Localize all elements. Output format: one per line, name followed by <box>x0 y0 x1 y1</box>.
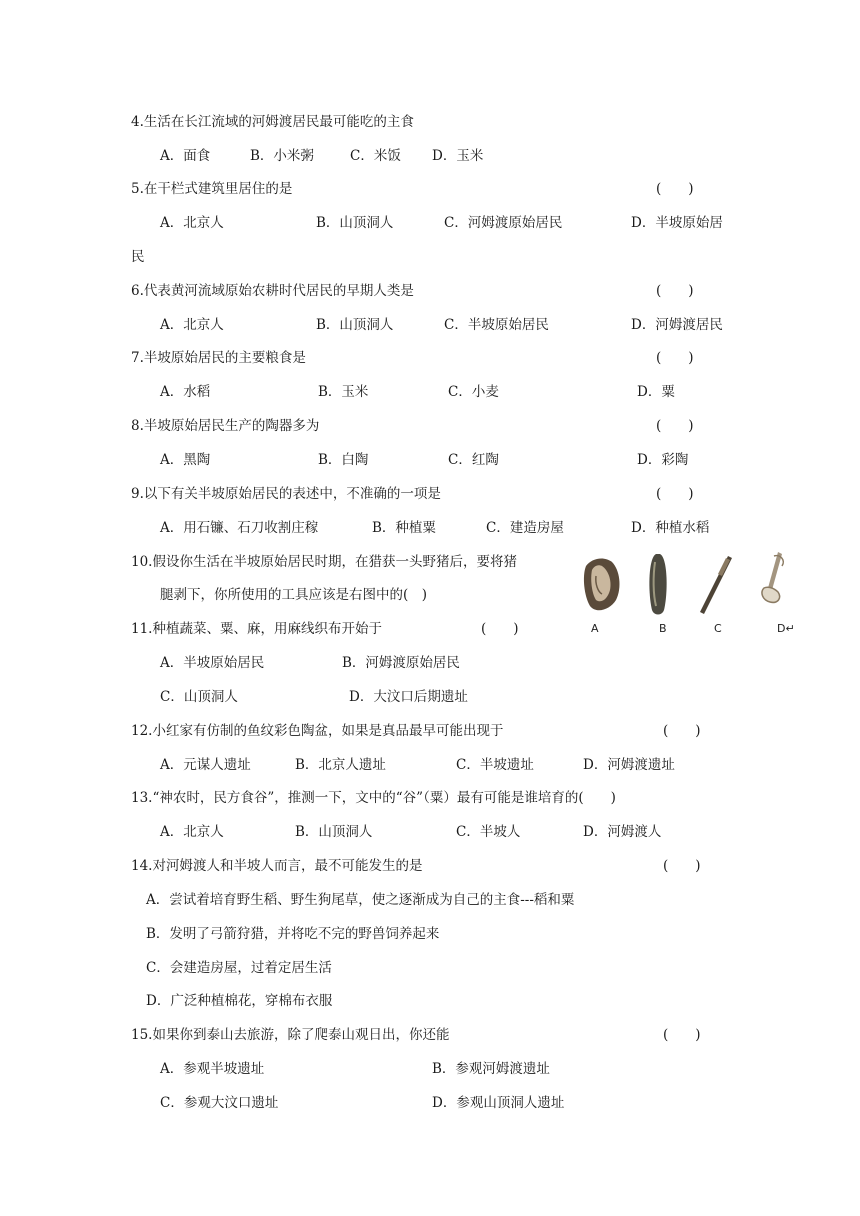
tool-c-label: C <box>714 622 722 635</box>
question-7-stem: 7.半坡原始居民的主要粮食是 <box>131 350 306 366</box>
tool-d-label: D↵ <box>777 622 795 635</box>
question-11-option-c: C．山顶洞人 <box>160 689 238 705</box>
question-8-option-c: C．红陶 <box>448 452 499 468</box>
question-13-option-c: C．半坡人 <box>456 824 521 840</box>
question-6-stem: 6.代表黄河流域原始农耕时代居民的早期人类是 <box>131 283 414 299</box>
question-11-stem: 11.种植蔬菜、粟、麻，用麻线织布开始于 <box>131 621 382 637</box>
tool-d-hafted-tool-icon <box>762 552 783 602</box>
question-7-option-d: D．粟 <box>637 384 675 400</box>
question-14-stem: 14.对河姆渡人和半坡人而言，最不可能发生的是 <box>131 858 423 874</box>
question-15-option-c: C．参观大汶口遗址 <box>160 1095 279 1111</box>
question-12-option-c: C．半坡遗址 <box>456 757 534 773</box>
question-8-option-d: D．彩陶 <box>637 452 689 468</box>
question-5-answer-paren: ( ) <box>656 181 694 197</box>
question-14-option-a: A．尝试着培育野生稻、野生狗尾草，使之逐渐成为自己的主食---稻和粟 <box>146 892 575 908</box>
question-5-option-a: A．北京人 <box>160 215 224 231</box>
question-7-option-b: B．玉米 <box>318 384 369 400</box>
question-6-option-a: A．北京人 <box>160 317 224 333</box>
question-7-option-c: C．小麦 <box>448 384 499 400</box>
question-14-answer-paren: ( ) <box>663 858 701 874</box>
question-13-option-d: D．河姆渡人 <box>583 824 662 840</box>
question-12-option-b: B．北京人遗址 <box>295 757 386 773</box>
question-5-option-b: B．山顶洞人 <box>316 215 394 231</box>
question-9-option-a: A．用石镰、石刀收割庄稼 <box>160 520 319 536</box>
question-11-answer-paren: ( ) <box>481 621 519 637</box>
question-9-option-d: D．种植水稻 <box>631 520 710 536</box>
question-7-answer-paren: ( ) <box>656 350 694 366</box>
question-15-option-d: D．参观山顶洞人遗址 <box>432 1095 565 1111</box>
question-9-option-b: B．种植粟 <box>372 520 436 536</box>
tools-figure <box>576 548 796 640</box>
question-4-option-a: A．面食 <box>160 148 211 164</box>
tool-a-stone-chopper-icon <box>584 559 620 611</box>
question-5-option-d-continuation: 民 <box>131 249 145 265</box>
question-13-option-a: A．北京人 <box>160 824 224 840</box>
tools-illustration <box>576 548 796 640</box>
question-4-option-c: C．米饭 <box>350 148 401 164</box>
question-8-option-b: B．白陶 <box>318 452 369 468</box>
question-13-option-b: B．山顶洞人 <box>295 824 373 840</box>
question-8-answer-paren: ( ) <box>656 418 694 434</box>
question-11-option-d: D．大汶口后期遗址 <box>349 689 468 705</box>
tool-a-label: A <box>591 622 599 635</box>
question-6-option-b: B．山顶洞人 <box>316 317 394 333</box>
question-10-stem-line1: 10.假设你生活在半坡原始居民时期，在猎获一头野猪后，要将猪 <box>131 554 517 570</box>
tool-b-stone-blade-icon <box>649 554 666 615</box>
question-12-option-a: A．元谋人遗址 <box>160 757 251 773</box>
question-15-answer-paren: ( ) <box>663 1027 701 1043</box>
question-15-option-a: A．参观半坡遗址 <box>160 1061 265 1077</box>
question-5-option-c: C．河姆渡原始居民 <box>444 215 563 231</box>
question-4-option-b: B．小米粥 <box>250 148 314 164</box>
tool-c-dagger-icon <box>700 556 732 614</box>
question-15-option-b: B．参观河姆渡遗址 <box>432 1061 550 1077</box>
question-12-option-d: D．河姆渡遗址 <box>583 757 675 773</box>
question-9-stem: 9.以下有关半坡原始居民的表述中，不准确的一项是 <box>131 486 441 502</box>
question-13-stem: 13.“神农时，民方食谷”，推测一下，文中的“谷”（粟）最有可能是谁培育的( ) <box>131 790 616 806</box>
question-14-option-d: D．广泛种植棉花，穿棉布衣服 <box>146 993 333 1009</box>
question-15-stem: 15.如果你到泰山去旅游，除了爬泰山观日出，你还能 <box>131 1027 450 1043</box>
question-7-option-a: A．水稻 <box>160 384 211 400</box>
question-4-option-d: D．玉米 <box>432 148 484 164</box>
question-4-stem: 4.生活在长江流域的河姆渡居民最可能吃的主食 <box>131 114 414 130</box>
question-8-stem: 8.半坡原始居民生产的陶器多为 <box>131 418 320 434</box>
question-6-answer-paren: ( ) <box>656 283 694 299</box>
question-14-option-c: C．会建造房屋，过着定居生活 <box>146 960 332 976</box>
question-12-answer-paren: ( ) <box>663 723 701 739</box>
question-5-stem: 5.在干栏式建筑里居住的是 <box>131 181 293 197</box>
question-9-answer-paren: ( ) <box>656 486 694 502</box>
question-11-option-a: A．半坡原始居民 <box>160 655 265 671</box>
tool-b-label: B <box>659 622 667 635</box>
question-5-option-d: D．半坡原始居 <box>631 215 723 231</box>
question-6-option-c: C．半坡原始居民 <box>444 317 549 333</box>
question-9-option-c: C．建造房屋 <box>486 520 564 536</box>
question-12-stem: 12.小红家有仿制的鱼纹彩色陶盆，如果是真品最早可能出现于 <box>131 723 504 739</box>
question-11-option-b: B．河姆渡原始居民 <box>342 655 460 671</box>
question-10-stem-line2: 腿剥下，你所使用的工具应该是右图中的( ) <box>160 587 428 603</box>
question-14-option-b: B．发明了弓箭狩猎，并将吃不完的野兽饲养起来 <box>146 926 440 942</box>
question-8-option-a: A．黑陶 <box>160 452 211 468</box>
question-6-option-d: D．河姆渡居民 <box>631 317 723 333</box>
